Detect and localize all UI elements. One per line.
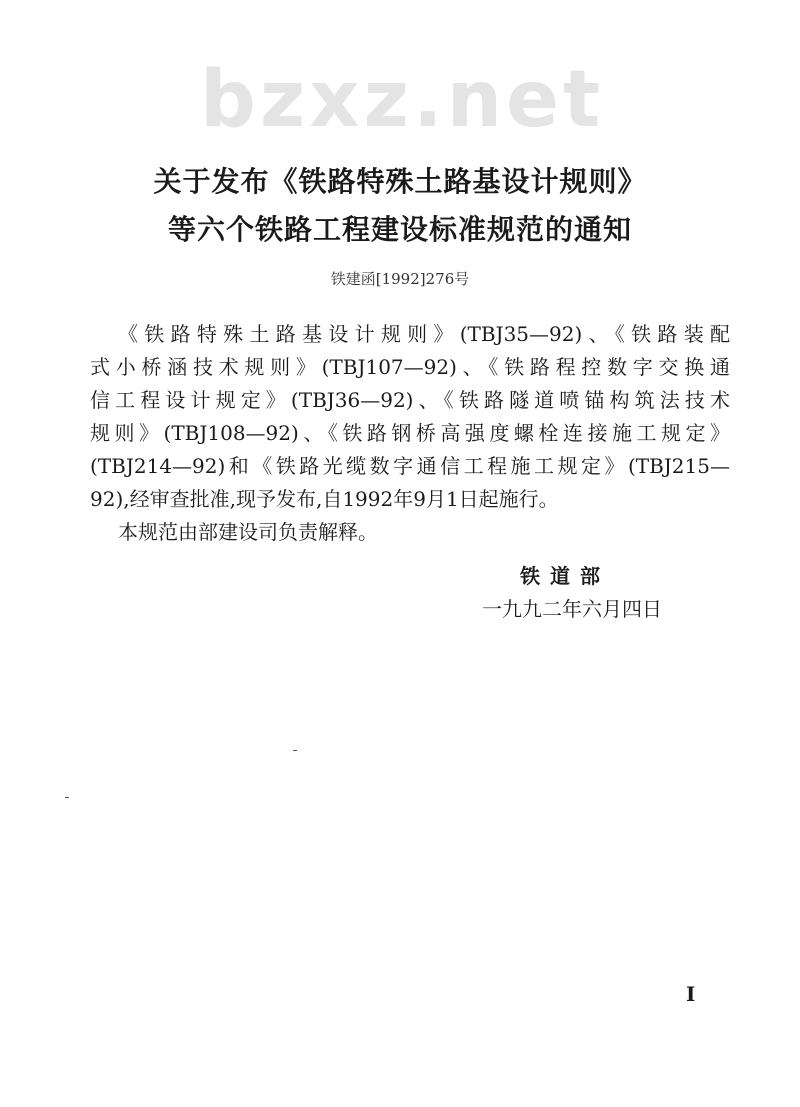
body-line: (TBJ214—92)和《铁路光缆数字通信工程施工规定》(TBJ215— — [90, 454, 730, 478]
document-number: 铁建函[1992]276号 — [330, 270, 470, 288]
page-number: I — [686, 982, 696, 1006]
scan-speck — [293, 750, 297, 751]
issuer-signature: 铁道部 — [520, 564, 610, 588]
watermark: bzxz.net — [200, 55, 605, 145]
body-line: 本规范由部建设司负责解释。 — [118, 520, 378, 544]
scan-speck — [65, 797, 69, 798]
body-line: 规则》(TBJ108—92)、《铁路钢桥高强度螺栓连接施工规定》 — [90, 421, 730, 445]
body-line: 92),经审查批准,现予发布,自1992年9月1日起施行。 — [90, 487, 559, 511]
title-line-1: 关于发布《铁路特殊土路基设计规则》 — [153, 165, 647, 198]
title-line-2: 等六个铁路工程建设标准规范的通知 — [167, 213, 632, 246]
issue-date: 一九九二年六月四日 — [482, 597, 662, 621]
body-line: 式小桥涵技术规则》(TBJ107—92)、《铁路程控数字交换通 — [90, 355, 730, 379]
body-line: 《铁路特殊土路基设计规则》(TBJ35—92)、《铁路装配 — [118, 322, 730, 346]
body-line: 信工程设计规定》(TBJ36—92)、《铁路隧道喷锚构筑法技术 — [90, 388, 730, 412]
